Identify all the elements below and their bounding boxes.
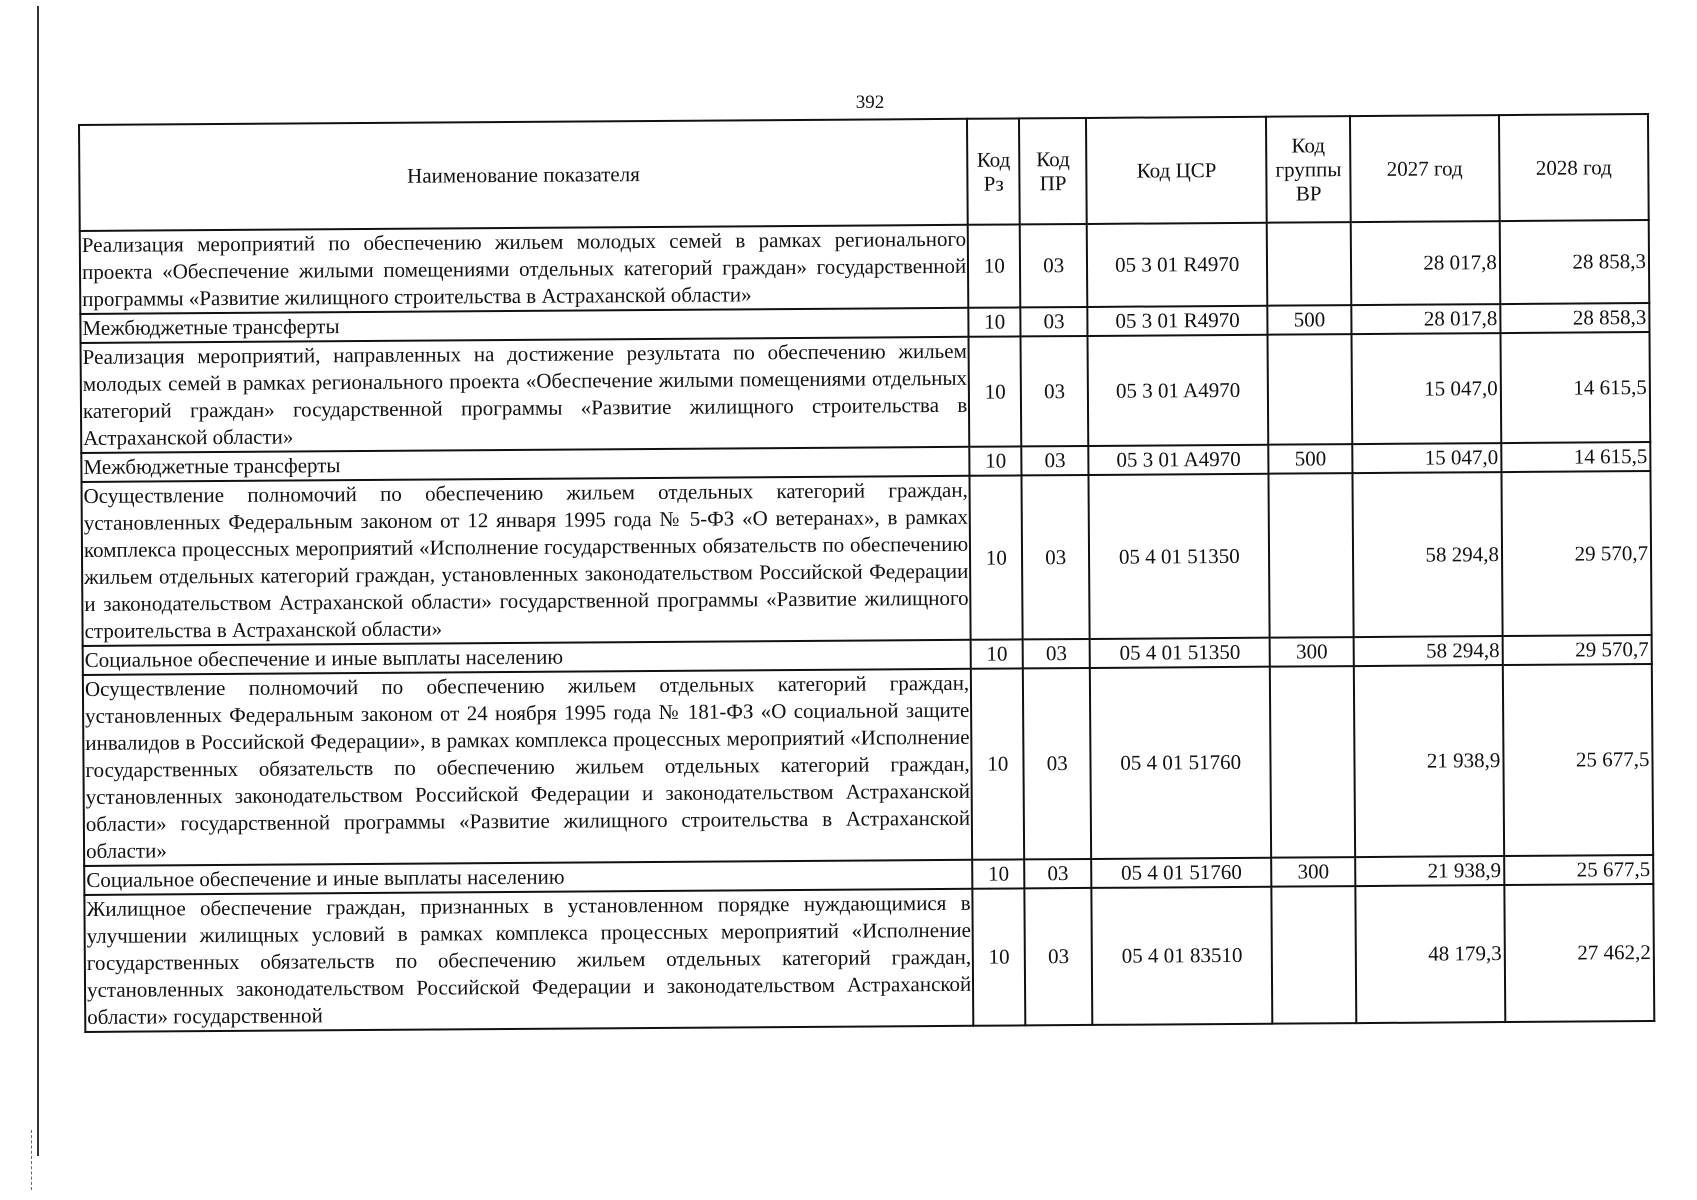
row-rz: 10 [969, 446, 1021, 475]
row-2027: 21 938,9 [1354, 665, 1504, 857]
row-vr: 300 [1270, 637, 1354, 667]
row-csr: 05 4 01 83510 [1091, 887, 1272, 1025]
row-csr: 05 3 01 A4970 [1088, 335, 1269, 446]
row-vr [1267, 222, 1351, 306]
row-2028: 28 858,3 [1500, 303, 1649, 333]
row-name: Социальное обеспечение и иные выплаты населению [83, 640, 971, 675]
row-pr: 03 [1020, 224, 1087, 307]
row-csr: 05 4 01 51760 [1090, 667, 1272, 859]
row-2027: 58 294,8 [1353, 636, 1502, 666]
header-rz: Код Рз [967, 118, 1020, 224]
row-pr: 03 [1023, 639, 1090, 668]
binding-margin-line [37, 6, 39, 1156]
row-rz: 10 [970, 475, 1023, 639]
row-rz: 10 [971, 668, 1024, 859]
row-vr [1272, 886, 1356, 1024]
row-2027: 58 294,8 [1352, 472, 1502, 637]
row-2027: 15 047,0 [1351, 333, 1501, 444]
row-name: Осуществление полномочий по обеспечению жильем отдельных категорий граждан, установленных Федеральным законом от 12 января 1995 года № 5-ФЗ «О ветеранах», в рамках комплекса процессных мероприятий «Исполнение государственных обязательств по обеспечению жильем отдельных категорий граждан, установленных законодательством Российской Федерации и законодательством Астраханской области» государственной программы «Развитие жилищного строительства в Астраханской области» [81, 476, 970, 646]
row-name: Межбюджетные трансферты [81, 447, 969, 482]
table-row [81, 471, 1651, 646]
row-name: Осуществление полномочий по обеспечению жильем отдельных категорий граждан, установленных Федеральным законом от 24 ноября 1995 года № 181-ФЗ «О социальной защите инвалидов в Российской Федерации», в рамках комплекса процессных мероприятий «Исполнение государственных обязательств по обеспечению жильем отдельных категорий граждан, установленных законодательством Российской Федерации и законодательством Астраханской области» государственной программы «Развитие жилищного строительства в Астраханской области» [83, 669, 973, 866]
table-row [80, 220, 1650, 314]
row-rz: 10 [969, 336, 1022, 446]
row-2028: 28 858,3 [1500, 220, 1650, 304]
row-pr: 03 [1022, 475, 1090, 639]
budget-table-sheet [78, 113, 1655, 1033]
row-rz: 10 [968, 224, 1021, 307]
row-rz: 10 [973, 888, 1026, 1025]
row-rz: 10 [972, 859, 1024, 888]
row-pr: 03 [1022, 446, 1089, 475]
row-vr [1268, 334, 1352, 445]
page-number: 392 [855, 92, 885, 113]
table-row [81, 332, 1651, 453]
row-csr: 05 3 01 R4970 [1087, 306, 1268, 336]
row-csr: 05 4 01 51350 [1090, 638, 1271, 668]
table-header-row [79, 114, 1649, 231]
row-rz: 10 [969, 307, 1021, 336]
binding-margin-dashes [31, 1130, 33, 1190]
header-vr: Код группы ВР [1266, 116, 1350, 223]
row-name: Межбюджетные трансферты [80, 308, 968, 343]
row-2027: 28 017,8 [1351, 221, 1501, 305]
table-row [83, 664, 1653, 866]
row-vr: 300 [1272, 857, 1356, 887]
row-pr: 03 [1025, 888, 1093, 1025]
row-2028: 14 615,5 [1501, 442, 1650, 472]
row-pr: 03 [1025, 859, 1092, 888]
header-csr: Код ЦСР [1086, 117, 1267, 224]
row-csr: 05 3 01 A4970 [1088, 445, 1269, 475]
header-name: Наименование показателя [79, 119, 968, 231]
row-2028: 29 570,7 [1502, 635, 1651, 665]
row-2027: 21 938,9 [1355, 856, 1504, 886]
row-2028: 25 677,5 [1503, 664, 1653, 856]
header-2027: 2027 год [1350, 115, 1500, 222]
row-vr: 500 [1269, 444, 1353, 474]
row-csr: 05 3 01 R4970 [1087, 223, 1268, 307]
header-pr: Код ПР [1019, 118, 1086, 224]
row-2028: 25 677,5 [1504, 855, 1653, 885]
row-2028: 29 570,7 [1501, 471, 1651, 636]
row-2027: 28 017,8 [1351, 304, 1500, 334]
row-csr: 05 4 01 51760 [1091, 858, 1272, 888]
row-vr [1270, 666, 1355, 858]
row-2028: 27 462,2 [1504, 884, 1654, 1022]
row-name: Реализация мероприятий, направленных на достижение результата по обеспечению жильем молодых семей в рамках регионального проекта «Обеспечение жилыми помещениями отдельных категорий граждан» государственной программы «Развитие жилищного строительства в Астраханской области» [81, 337, 970, 453]
row-pr: 03 [1021, 336, 1088, 446]
row-csr: 05 4 01 51350 [1089, 474, 1270, 639]
budget-table [78, 113, 1655, 1033]
row-vr [1269, 473, 1354, 638]
header-2028: 2028 год [1499, 114, 1649, 221]
row-name: Социальное обеспечение и иные выплаты населению [84, 860, 972, 895]
table-row [84, 884, 1654, 1032]
row-vr: 500 [1268, 305, 1352, 335]
row-rz: 10 [971, 639, 1023, 668]
row-2028: 14 615,5 [1500, 332, 1650, 443]
row-2027: 15 047,0 [1352, 443, 1501, 473]
row-name: Реализация мероприятий по обеспечению жильем молодых семей в рамках регионального проекта «Обеспечение жилыми помещениями отдельных категорий граждан» государственной программы «Развитие жилищного строительства в Астраханской области» [80, 225, 969, 314]
row-2027: 48 179,3 [1355, 885, 1505, 1023]
row-pr: 03 [1021, 307, 1088, 336]
row-name: Жилищное обеспечение граждан, признанных в установленном порядке нуждающимися в улучшении жилищных условий в рамках комплекса процессных мероприятий «Исполнение государственных обязательств по обеспечению жильем отдельных категорий граждан, установленных законодательством Российской Федерации и законодательством Астраханской области» государственной [84, 889, 973, 1032]
row-pr: 03 [1023, 668, 1091, 859]
